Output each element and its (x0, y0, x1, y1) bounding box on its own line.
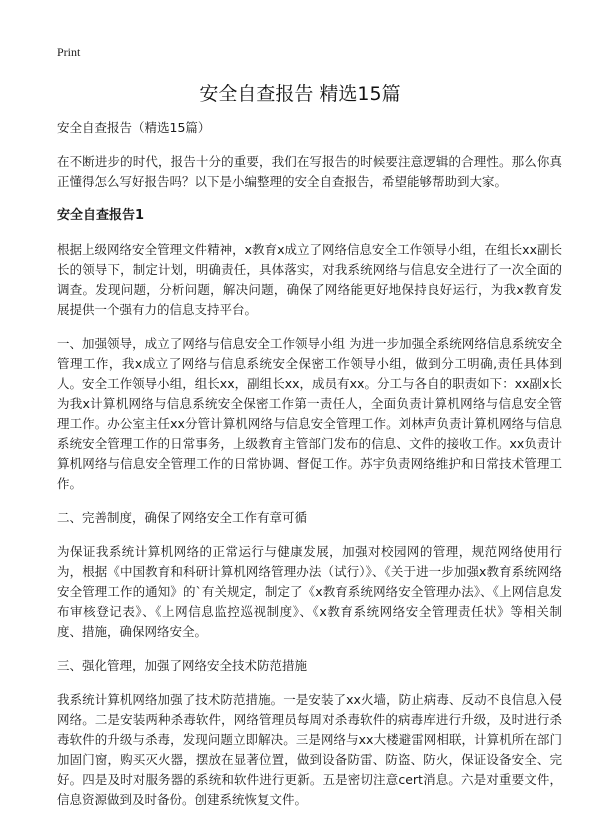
section-heading: 安全自查报告1 (57, 208, 145, 223)
body-paragraph: 我系统计算机网络加强了技术防范措施。一是安装了xx火墙，防止病毒、反动不良信息入侵网络。二是安装两种杀毒软件，网络管理员每周对杀毒软件的病毒库进行升级，及时进行杀毒软件的升级与杀毒，发现问题立即解决。三是网络与xx大楼避雷网相联，计算机所在部门加固门窗，购买灭火器，摆放在显著位置，做到设备防雷、防盗、防火，保证设备安全、完好。四是及时对服务器的系统和软件进行更新。五是密切注意cert消息。六是对重要文件，信息资源做到及时备份。创建系统恢复文件。 (57, 692, 562, 807)
subheading-paragraph: 二、完善制度，确保了网络安全工作有章可循 (57, 510, 308, 525)
document-body (57, 118, 562, 824)
body-paragraph: 为保证我系统计算机网络的正常运行与健康发展，加强对校园网的管理，规范网络使用行为，根据《中国教育和科研计算机网络管理办法（试行）》、《关于进一步加强x教育系统网络安全管理工作的通知》的`有关规定，制定了《x教育系统网络安全管理办法》、《上网信息发布审核登记表》、《上网信息监控巡视制度》、《x教育系统网络安全管理责任状》等相关制度、措施，确保网络安全。 (57, 544, 562, 639)
intro-paragraph: 在不断进步的时代，报告十分的重要，我们在写报告的时候要注意逻辑的合理性。那么你真正懂得怎么写好报告吗？以下是小编整理的安全自查报告，希望能够帮助到大家。 (57, 154, 562, 189)
body-paragraph: 一、加强领导，成立了网络与信息安全工作领导小组 为进一步加强全系统网络信息系统安全管理工作，我x成立了网络与信息系统安全保密工作领导小组，做到分工明确,责任具体到人。安全工作领导小组，组长xx，副组长xx，成员有xx。分工与各自的职责如下：xx副x长为我x计算机网络与信息系统安全保密工作第一责任人，全面负责计算机网络与信息安全管理工作。办公室主任xx分管计算机网络与信息安全管理工作。刘林声负责计算机网络与信息系统安全管理工作的日常事务，上级教育主管部门发布的信息、文件的接收工作。xx负责计算机网络与信息安全管理工作的日常协调、督促工作。苏宇负责网络维护和日常技术管理工作。 (57, 336, 562, 491)
subheading-paragraph: 三、强化管理，加强了网络安全技术防范措施 (57, 658, 308, 673)
print-link[interactable]: Print (57, 45, 81, 59)
page-title: 安全自查报告 精选15篇 (199, 83, 401, 105)
document-subtitle: 安全自查报告（精选15篇） (57, 120, 211, 135)
body-paragraph: 根据上级网络安全管理文件精神，x教育x成立了网络信息安全工作领导小组，在组长xx副长长的领导下，制定计划，明确责任，具体落实，对我系统网络与信息安全进行了一次全面的调查。发现问题，分析问题，解决问题，确保了网络能更好地保持良好运行，为我x教育发展提供一个强有力的信息支持平台。 (57, 242, 562, 317)
